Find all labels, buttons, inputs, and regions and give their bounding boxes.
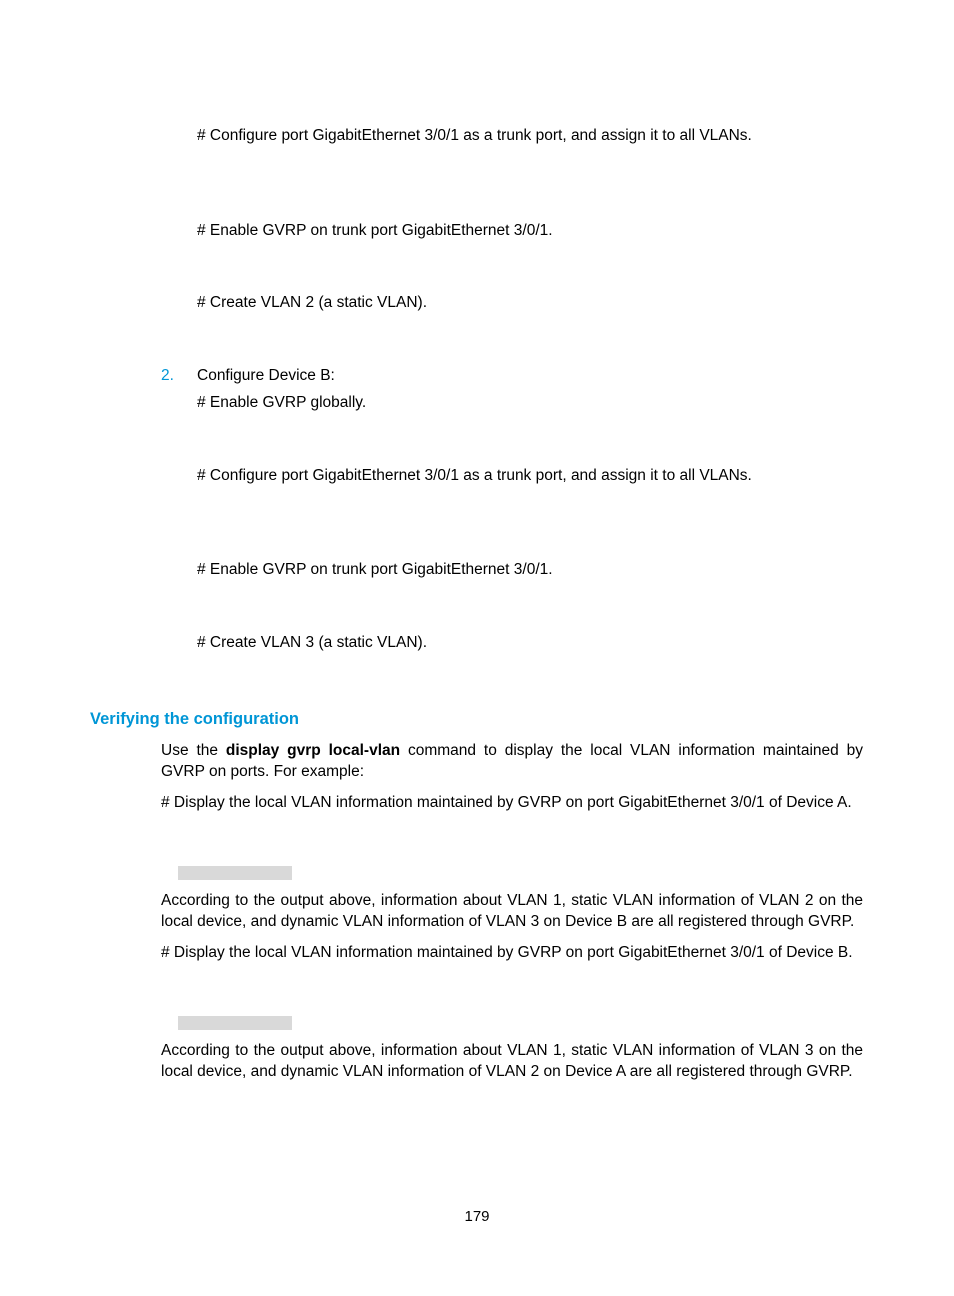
device-a-enable-gvrp-port-text: # Enable GVRP on trunk port GigabitEthernet 3/0/1. xyxy=(197,222,553,239)
step-number: 2. xyxy=(161,367,174,384)
device-a-create-vlan-text: # Create VLAN 2 (a static VLAN). xyxy=(197,294,428,311)
device-b-enable-gvrp-global-text: # Enable GVRP globally. xyxy=(197,394,367,411)
display-device-b-text: # Display the local VLAN information maintained by GVRP on port GigabitEthernet 3/0/1 of Device B. xyxy=(161,944,853,961)
command-name: display gvrp local-vlan xyxy=(225,742,401,759)
result-device-b-paragraph: According to the output above, information about VLAN 1, static VLAN information of VLAN 3 on the local device, and dynamic VLAN information of VLAN 2 on Device A are all registered through GVRP. xyxy=(161,1042,863,1080)
code-output-block xyxy=(178,866,292,880)
device-b-configure-trunk-text: # Configure port GigabitEthernet 3/0/1 as a trunk port, and assign it to all VLANs. xyxy=(197,467,752,484)
intro-text-after: command to display the local VLAN information maintained by GVRP on ports. For example: xyxy=(161,742,863,780)
section-heading: Verifying the configuration xyxy=(90,710,300,728)
intro-paragraph xyxy=(161,740,863,782)
display-device-a-text: # Display the local VLAN information maintained by GVRP on port GigabitEthernet 3/0/1 of Device A. xyxy=(161,794,852,811)
page-number: 179 xyxy=(464,1208,490,1225)
intro-text-before: Use the xyxy=(161,742,226,759)
step-title: Configure Device B: xyxy=(197,367,335,384)
result-device-a-paragraph: According to the output above, information about VLAN 1, static VLAN information of VLAN 2 on the local device, and dynamic VLAN information of VLAN 3 on Device B are all registered through GVRP. xyxy=(161,892,863,930)
device-a-configure-trunk-text: # Configure port GigabitEthernet 3/0/1 as a trunk port, and assign it to all VLANs. xyxy=(197,127,752,144)
device-b-enable-gvrp-port-text: # Enable GVRP on trunk port GigabitEthernet 3/0/1. xyxy=(197,561,553,578)
code-output-block xyxy=(178,1016,292,1030)
device-b-create-vlan-text: # Create VLAN 3 (a static VLAN). xyxy=(197,634,428,651)
